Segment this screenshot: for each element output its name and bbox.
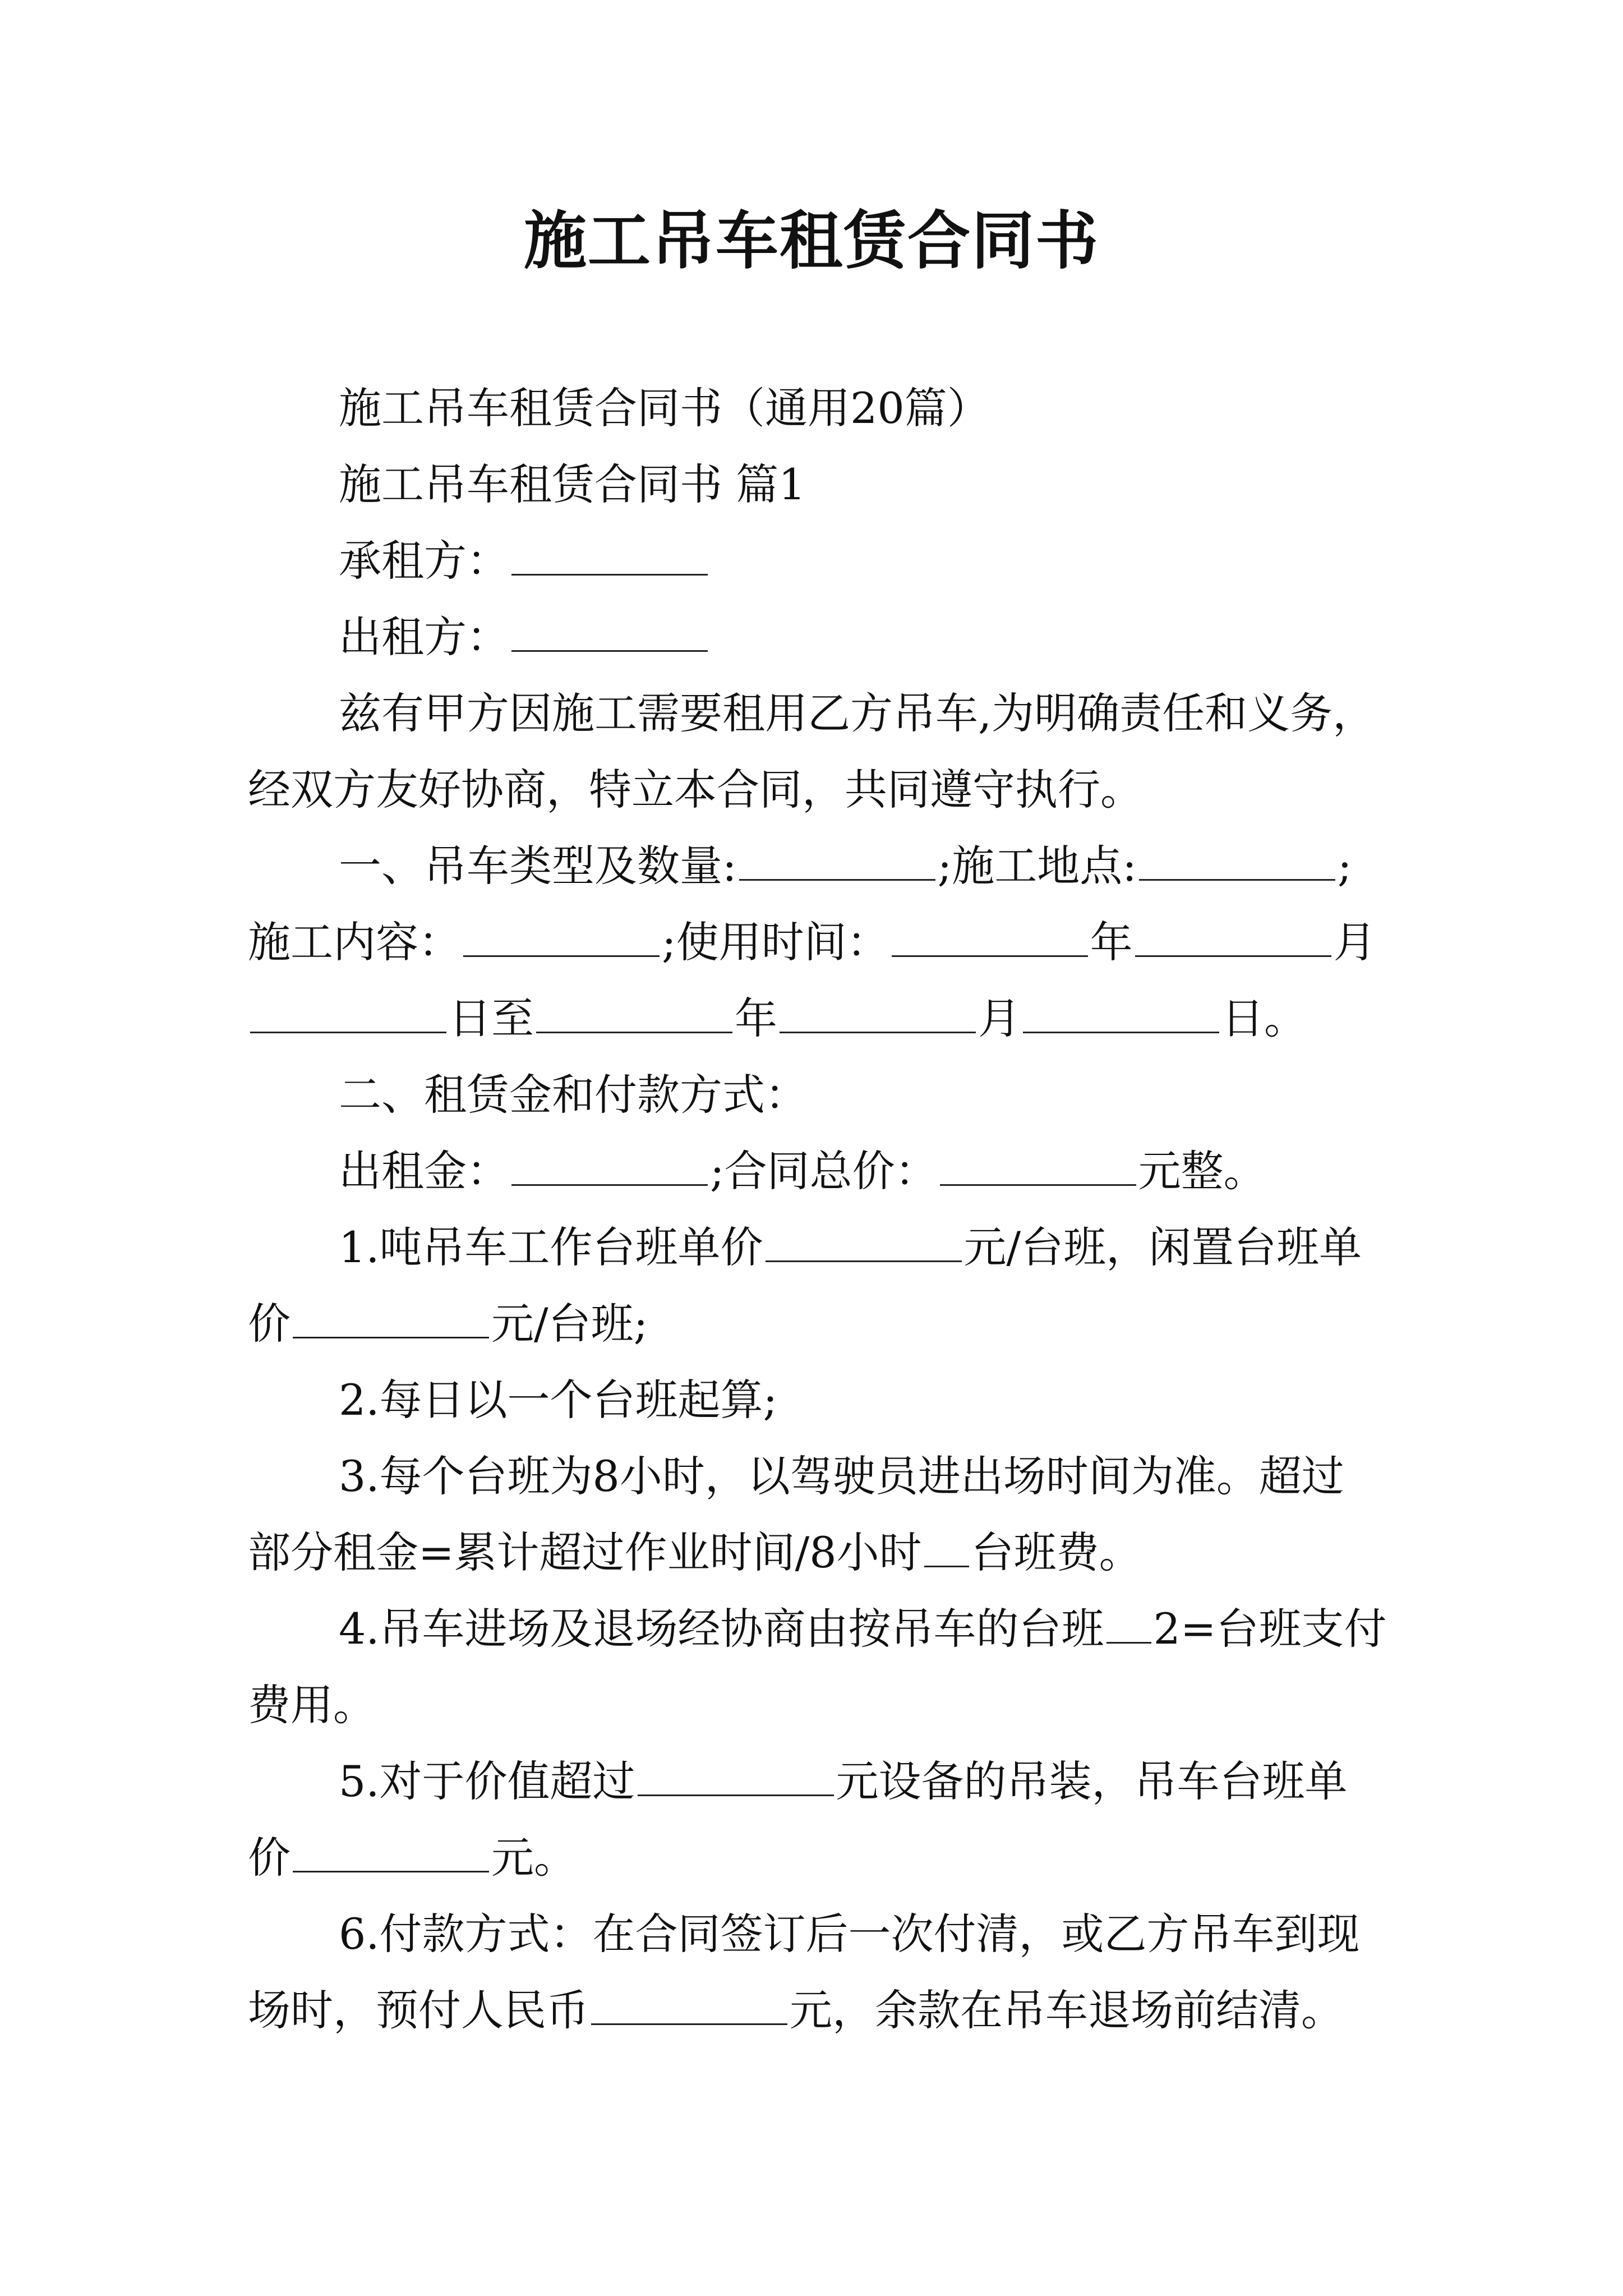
- clause-line: 3.每个台班为8小时，以驾驶员进出场时间为准。超过: [339, 1451, 1344, 1501]
- blank-field: [780, 995, 976, 1033]
- paragraph-line: 兹有甲方因施工需要租用乙方吊车,为明确责任和义务，: [339, 688, 1376, 738]
- lessor-label: 出租方：: [339, 612, 509, 662]
- blank-field: [591, 1986, 787, 2025]
- text-span: 元设备的吊装，吊车台班单: [836, 1756, 1348, 1806]
- blank-field: [511, 1147, 708, 1186]
- text-span: ;使用时间：: [662, 917, 889, 967]
- text-span: 元/台班;: [491, 1299, 648, 1349]
- text-span: 日。: [1221, 993, 1307, 1043]
- blank-field: [293, 1300, 489, 1338]
- text-span: 1.吨吊车工作台班单价: [339, 1222, 763, 1272]
- clause-line: [248, 1133, 1383, 1209]
- clause-line: [248, 1515, 1383, 1591]
- blank-field: [511, 613, 708, 652]
- text-span: 部分租金=累计超过作业时间/8小时: [248, 1527, 922, 1577]
- text-span: 元/台班，闲置台班单: [963, 1222, 1362, 1272]
- text-span: 元整。: [1138, 1146, 1266, 1196]
- blank-field: [892, 918, 1088, 957]
- text-span: 场时，预付人民币: [248, 1985, 589, 2035]
- text-span: ;施工地点:: [937, 841, 1137, 891]
- lessee-line: [248, 523, 1383, 599]
- blank-field: [924, 1529, 969, 1567]
- clause-line: [248, 981, 1383, 1057]
- document-body: [248, 370, 1387, 2049]
- clause-line: 2.每日以一个台班起算;: [339, 1375, 778, 1425]
- clause-line: [248, 1820, 1383, 1896]
- blank-field: [463, 918, 660, 957]
- text-span: 年: [735, 993, 777, 1043]
- text-span: 价: [248, 1833, 291, 1883]
- text-span: 施工内容：: [248, 917, 461, 967]
- document-title: 施工吊车租赁合同书: [524, 204, 1099, 278]
- clause-line: 费用。: [248, 1680, 376, 1730]
- clause-line: [248, 1209, 1383, 1286]
- text-span: 元。: [491, 1833, 577, 1883]
- blank-field: [536, 995, 732, 1033]
- clause-line: [248, 1972, 1383, 2049]
- text-span: 一、吊车类型及数量:: [339, 841, 737, 891]
- blank-field: [1106, 1605, 1151, 1644]
- text-span: 月: [978, 993, 1021, 1043]
- text-span: 2=台班支付: [1153, 1604, 1387, 1654]
- paragraph-line: 经双方友好协商，特立本合同，共同遵守执行。: [248, 765, 1143, 815]
- text-span: 5.对于价值超过: [339, 1756, 635, 1806]
- blank-field: [1135, 918, 1331, 957]
- blank-field: [1023, 995, 1219, 1033]
- clause-line: [248, 904, 1383, 981]
- subtitle: 施工吊车租赁合同书（通用20篇）: [339, 383, 990, 433]
- text-span: 年: [1090, 917, 1133, 967]
- lessee-label: 承租方：: [339, 536, 509, 586]
- text-span: 4.吊车进场及退场经协商由按吊车的台班: [339, 1604, 1104, 1654]
- section-heading: 施工吊车租赁合同书 篇1: [339, 459, 806, 509]
- text-span: 日至: [449, 993, 534, 1043]
- lessor-line: [248, 599, 1383, 675]
- blank-field: [638, 1757, 834, 1796]
- section-heading: 二、租赁金和付款方式：: [339, 1070, 808, 1120]
- text-span: 出租金：: [339, 1146, 509, 1196]
- blank-field: [766, 1223, 962, 1262]
- text-span: 月: [1333, 917, 1376, 967]
- blank-field: [1139, 842, 1335, 881]
- text-span: ;合同总价：: [710, 1146, 938, 1196]
- clause-line: [248, 1743, 1383, 1820]
- blank-field: [940, 1147, 1136, 1186]
- clause-line: [248, 828, 1383, 904]
- clause-line: [248, 1286, 1383, 1362]
- blank-field: [250, 995, 446, 1033]
- text-span: 元，余款在吊车退场前结清。: [790, 1985, 1344, 2035]
- blank-field: [293, 1834, 489, 1872]
- blank-field: [739, 842, 935, 881]
- clause-line: [248, 1591, 1387, 1667]
- text-span: ;: [1337, 841, 1352, 891]
- blank-field: [511, 537, 708, 576]
- text-span: 台班费。: [971, 1527, 1142, 1577]
- text-span: 价: [248, 1299, 291, 1349]
- clause-line: 6.付款方式：在合同签订后一次付清，或乙方吊车到现: [339, 1909, 1360, 1959]
